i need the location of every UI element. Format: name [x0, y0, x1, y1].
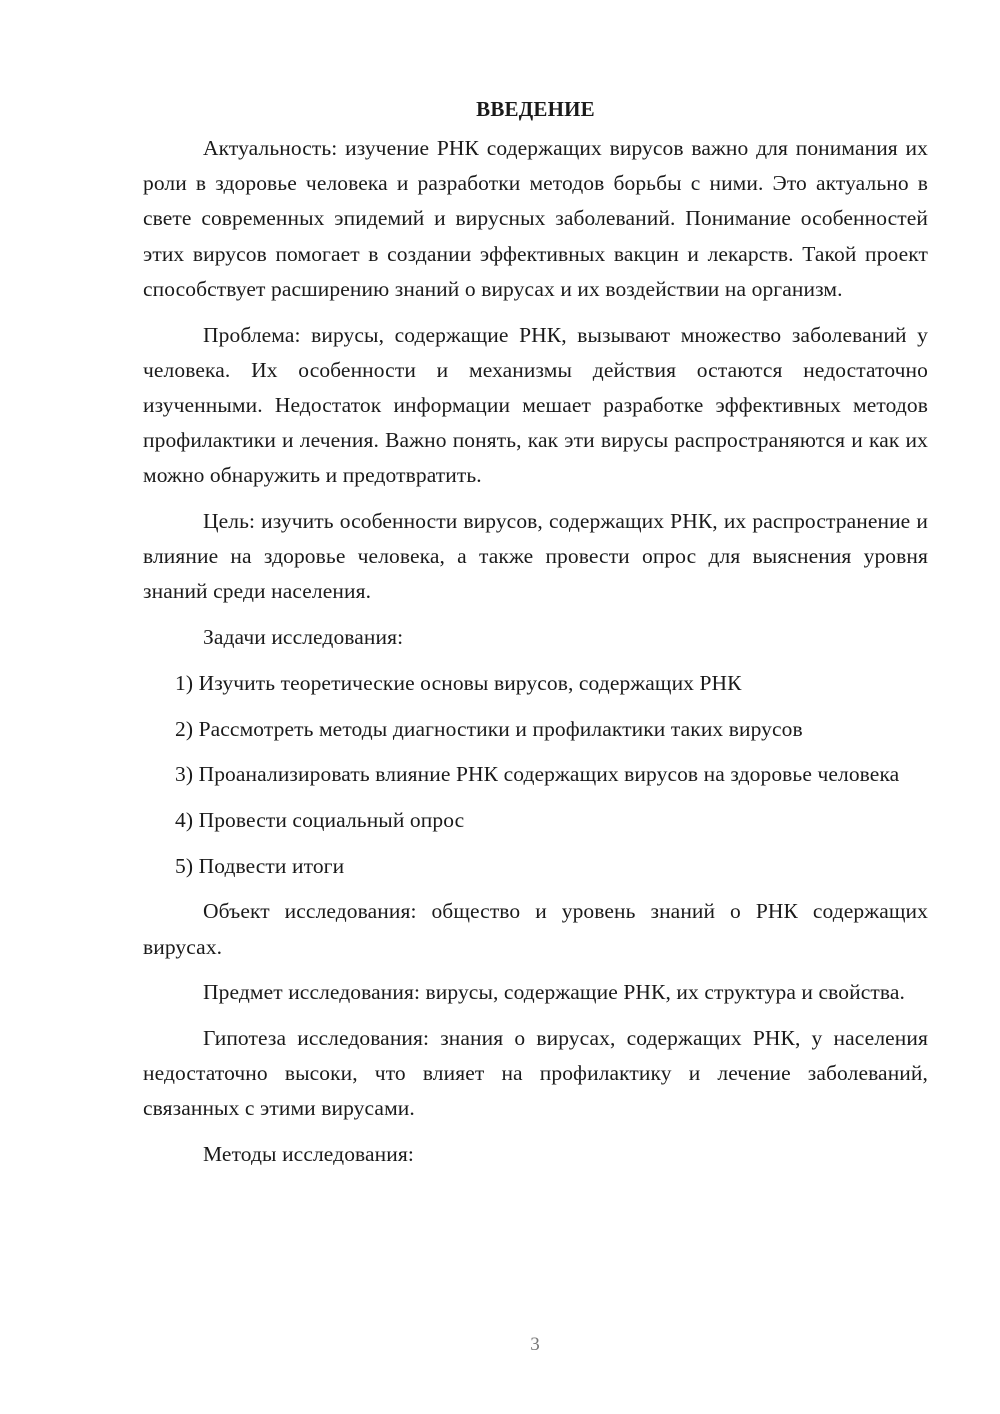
object-paragraph: Объект исследования: общество и уровень знаний о РНК содержащих вирусах. [143, 899, 928, 959]
problem-paragraph: Проблема: вирусы, содержащие РНК, вызывают множество заболеваний у человека. Их особенности и механизмы действия остаются недостаточно изученными. Недостаток информации мешает разработке эффективных методов профилактики и лечения. Важно понять, как эти вирусы распространяются и как их можно обнаружить и предотвратить. [143, 322, 928, 488]
task-item-2: 2) Рассмотреть методы диагностики и профилактики таких вирусов [175, 716, 803, 741]
subject-paragraph: Предмет исследования: вирусы, содержащие РНК, их структура и свойства. [203, 980, 905, 1005]
document-page [143, 92, 928, 1183]
tasks-heading: Задачи исследования: [203, 625, 404, 650]
methods-heading: Методы исследования: [203, 1142, 414, 1167]
task-item-4: 4) Провести социальный опрос [175, 807, 465, 832]
task-item-1: 1) Изучить теоретические основы вирусов, содержащих РНК [175, 670, 742, 695]
relevance-paragraph: Актуальность: изучение РНК содержащих вирусов важно для понимания их роли в здоровье человека и разработки методов борьбы с ними. Это актуально в свете современных эпидемий и вирусных заболеваний. Понимание особенностей этих вирусов помогает в создании эффективных вакцин и лекарств. Такой проект способствует расширению знаний о вирусах и их воздействии на организм. [143, 136, 928, 301]
task-item-3: 3) Проанализировать влияние РНК содержащих вирусов на здоровье человека [175, 762, 900, 787]
task-item-5: 5) Подвести итоги [175, 853, 345, 878]
section-title: ВВЕДЕНИЕ [476, 97, 595, 121]
goal-paragraph: Цель: изучить особенности вирусов, содержащих РНК, их распространение и влияние на здоровье человека, а также провести опрос для выяснения уровня знаний среди населения. [143, 509, 928, 604]
hypothesis-paragraph: Гипотеза исследования: знания о вирусах, содержащих РНК, у населения недостаточно высоки, что влияет на профилактику и лечение заболеваний, связанных с этими вирусами. [143, 1025, 928, 1121]
page-number: 3 [530, 1334, 540, 1355]
